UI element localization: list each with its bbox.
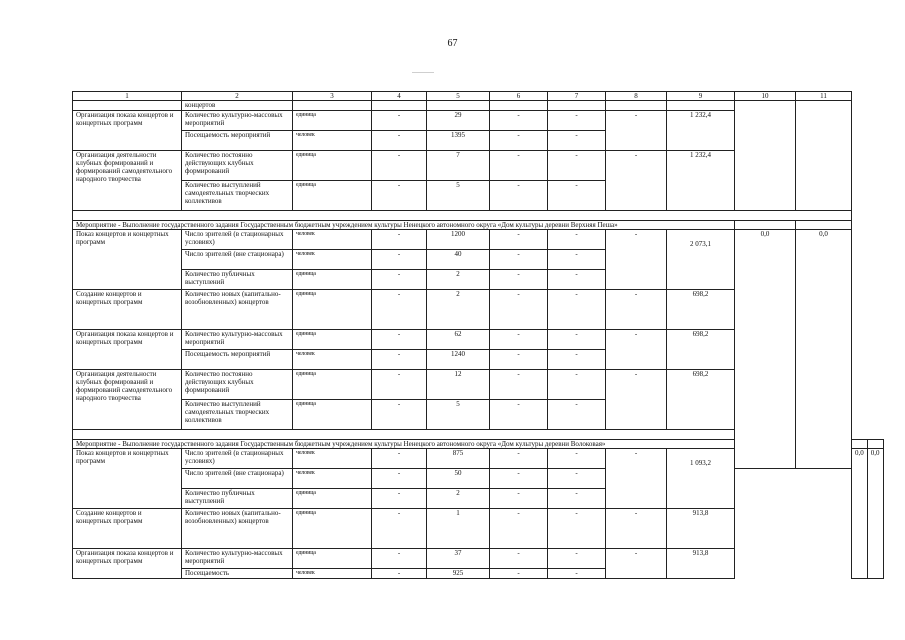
indicator-cell: Число зрителей (вне стационара): [182, 250, 293, 270]
unit-cell: единица: [293, 549, 372, 569]
indicator-cell: Количество постоянно действующих клубных формирований: [182, 370, 293, 400]
unit-cell: единица: [293, 330, 372, 350]
header-cell: 1: [73, 92, 182, 101]
amount-cell: 698,2: [667, 330, 735, 370]
section-row: [73, 221, 884, 230]
unit-cell: человек: [293, 230, 372, 250]
unit-cell: единица: [293, 489, 372, 509]
header-row: [73, 92, 884, 101]
amount-cell: 1 232,4: [667, 151, 735, 211]
indicator-cell: Количество культурно-массовых мероприятий: [182, 549, 293, 569]
indicator-cell: Количество выступлений самодеятельных творческих коллективов: [182, 181, 293, 211]
unit-cell: человек: [293, 469, 372, 489]
spacer-row: [73, 211, 884, 221]
indicator-cell: Количество публичных выступлений: [182, 270, 293, 290]
indicator-cell: Число зрителей (вне стационара): [182, 469, 293, 489]
indicator-cell: Количество культурно-массовых мероприятий: [182, 330, 293, 350]
unit-cell: единица: [293, 270, 372, 290]
indicator-cell: Посещаемость мероприятий: [182, 350, 293, 370]
total-cell: 0,0: [867, 449, 883, 579]
indicator-cell: Посещаемость мероприятий: [182, 131, 293, 151]
scan-mark: [412, 72, 434, 73]
header-cell: 8: [606, 92, 667, 101]
header-cell: 5: [427, 92, 490, 101]
table-row: Организация деятельности клубных формирований и формирований самодеятельного народного творчества Количество постоянно действующих клубных формирований единица - 12 - - - 698,2: [73, 370, 884, 400]
table-row: Организация показа концертов и концертных программ Количество культурно-массовых мероприятий единица - 62 - - - 698,2: [73, 330, 884, 350]
indicator-cell: Количество культурно-массовых мероприятий: [182, 111, 293, 131]
unit-cell: единица: [293, 509, 372, 549]
program-table: [72, 91, 884, 579]
indicator-cell: концертов: [182, 101, 293, 111]
table-row: Организация деятельности клубных формирований и формирований самодеятельного народного творчества Количество постоянно действующих клубных формирований единица - 7 - - - 1 232,4: [73, 151, 884, 181]
header-cell: 3: [293, 92, 372, 101]
indicator-cell: Количество выступлений самодеятельных творческих коллективов: [182, 400, 293, 430]
unit-cell: единица: [293, 290, 372, 330]
header-cell: 6: [490, 92, 548, 101]
indicator-cell: Посещаемость: [182, 569, 293, 579]
activity-cell: Организация показа концертов и концертных программ: [73, 549, 182, 579]
table-row: Посещаемость мероприятий человек - 1395 - -: [73, 131, 884, 151]
indicator-cell: Количество новых (капитально-возобновленных) концертов: [182, 290, 293, 330]
page-number: 67: [447, 38, 458, 49]
indicator-cell: Число зрителей (в стационарных условиях): [182, 449, 293, 469]
table-row: Количество публичных выступлений единица - 2 - -: [73, 489, 884, 509]
activity-cell: Показ концертов и концертных программ: [73, 230, 182, 290]
total-cell: 0,0: [735, 230, 796, 469]
activity-cell: Создание концертов и концертных программ: [73, 290, 182, 330]
total-cell: 0,0: [796, 230, 852, 469]
table-row: Число зрителей (вне стационара) человек - 50 - -: [73, 469, 884, 489]
unit-cell: единица: [293, 400, 372, 430]
indicator-cell: Количество новых (капитально-возобновленных) концертов: [182, 509, 293, 549]
unit-cell: единица: [293, 151, 372, 181]
amount-cell: 698,2: [667, 370, 735, 430]
table-row: Число зрителей (вне стационара) человек - 40 - -: [73, 250, 884, 270]
section-title: Мероприятие - Выполнение государственного задания Государственным бюджетным учреждением культуры Ненецкого автономного округа «Дом культуры деревни Волоковая»: [73, 440, 735, 449]
header-cell: 7: [548, 92, 606, 101]
unit-cell: человек: [293, 250, 372, 270]
amount-cell: 913,8: [667, 509, 735, 549]
amount-cell: 1 093,2: [667, 449, 735, 509]
activity-cell: Организация показа концертов и концертных программ: [73, 111, 182, 151]
table-row: Посещаемость человек - 925 - -: [73, 569, 884, 579]
activity-cell: Показ концертов и концертных программ: [73, 449, 182, 509]
header-cell: 11: [796, 92, 852, 101]
unit-cell: человек: [293, 350, 372, 370]
header-cell: 9: [667, 92, 735, 101]
activity-cell: Организация показа концертов и концертных программ: [73, 330, 182, 370]
table-row: [73, 101, 884, 111]
header-cell: 4: [372, 92, 427, 101]
table-row: Создание концертов и концертных программ Количество новых (капитально-возобновленных) концертов единица - 2 - - - 698,2: [73, 290, 884, 330]
amount-cell: 2 073,1: [667, 230, 735, 290]
table-row: Организация показа концертов и концертных программ Количество культурно-массовых мероприятий единица - 37 - - - 913,8: [73, 549, 884, 569]
indicator-cell: Количество постоянно действующих клубных формирований: [182, 151, 293, 181]
table-row: Количество публичных выступлений единица - 2 - -: [73, 270, 884, 290]
table-row: Количество выступлений самодеятельных творческих коллективов единица - 5 - -: [73, 181, 884, 211]
total-cell: 0,0: [852, 449, 868, 579]
table-row: Создание концертов и концертных программ Количество новых (капитально-возобновленных) концертов единица - 1 - - - 913,8: [73, 509, 884, 549]
section-title: Мероприятие - Выполнение государственного задания Государственным бюджетным учреждением культуры Ненецкого автономного округа «Дом культуры деревни Верхняя Пеша»: [73, 221, 735, 230]
table-row: Показ концертов и концертных программ Число зрителей (в стационарных условиях) человек - 875 - - - 1 093,2 0,0 0,0: [73, 449, 884, 469]
table-row: Количество выступлений самодеятельных творческих коллективов единица - 5 - -: [73, 400, 884, 430]
table-row: Показ концертов и концертных программ Число зрителей (в стационарных условиях) человек - 1200 - - - 2 073,1 0,0 0,0: [73, 230, 884, 250]
unit-cell: человек: [293, 131, 372, 151]
unit-cell: единица: [293, 370, 372, 400]
unit-cell: единица: [293, 111, 372, 131]
amount-cell: 1 232,4: [667, 111, 735, 151]
amount-cell: 913,8: [667, 549, 735, 579]
unit-cell: человек: [293, 449, 372, 469]
unit-cell: человек: [293, 569, 372, 579]
activity-cell: Создание концертов и концертных программ: [73, 509, 182, 549]
activity-cell: Организация деятельности клубных формирований и формирований самодеятельного народного творчества: [73, 151, 182, 211]
amount-cell: 698,2: [667, 290, 735, 330]
indicator-cell: Количество публичных выступлений: [182, 489, 293, 509]
table-row: Посещаемость мероприятий человек - 1240 - -: [73, 350, 884, 370]
header-cell: 2: [182, 92, 293, 101]
header-cell: 10: [735, 92, 796, 101]
table-row: Организация показа концертов и концертных программ Количество культурно-массовых мероприятий единица - 29 - - - 1 232,4: [73, 111, 884, 131]
activity-cell: Организация деятельности клубных формирований и формирований самодеятельного народного творчества: [73, 370, 182, 430]
indicator-cell: Число зрителей (в стационарных условиях): [182, 230, 293, 250]
unit-cell: единица: [293, 181, 372, 211]
